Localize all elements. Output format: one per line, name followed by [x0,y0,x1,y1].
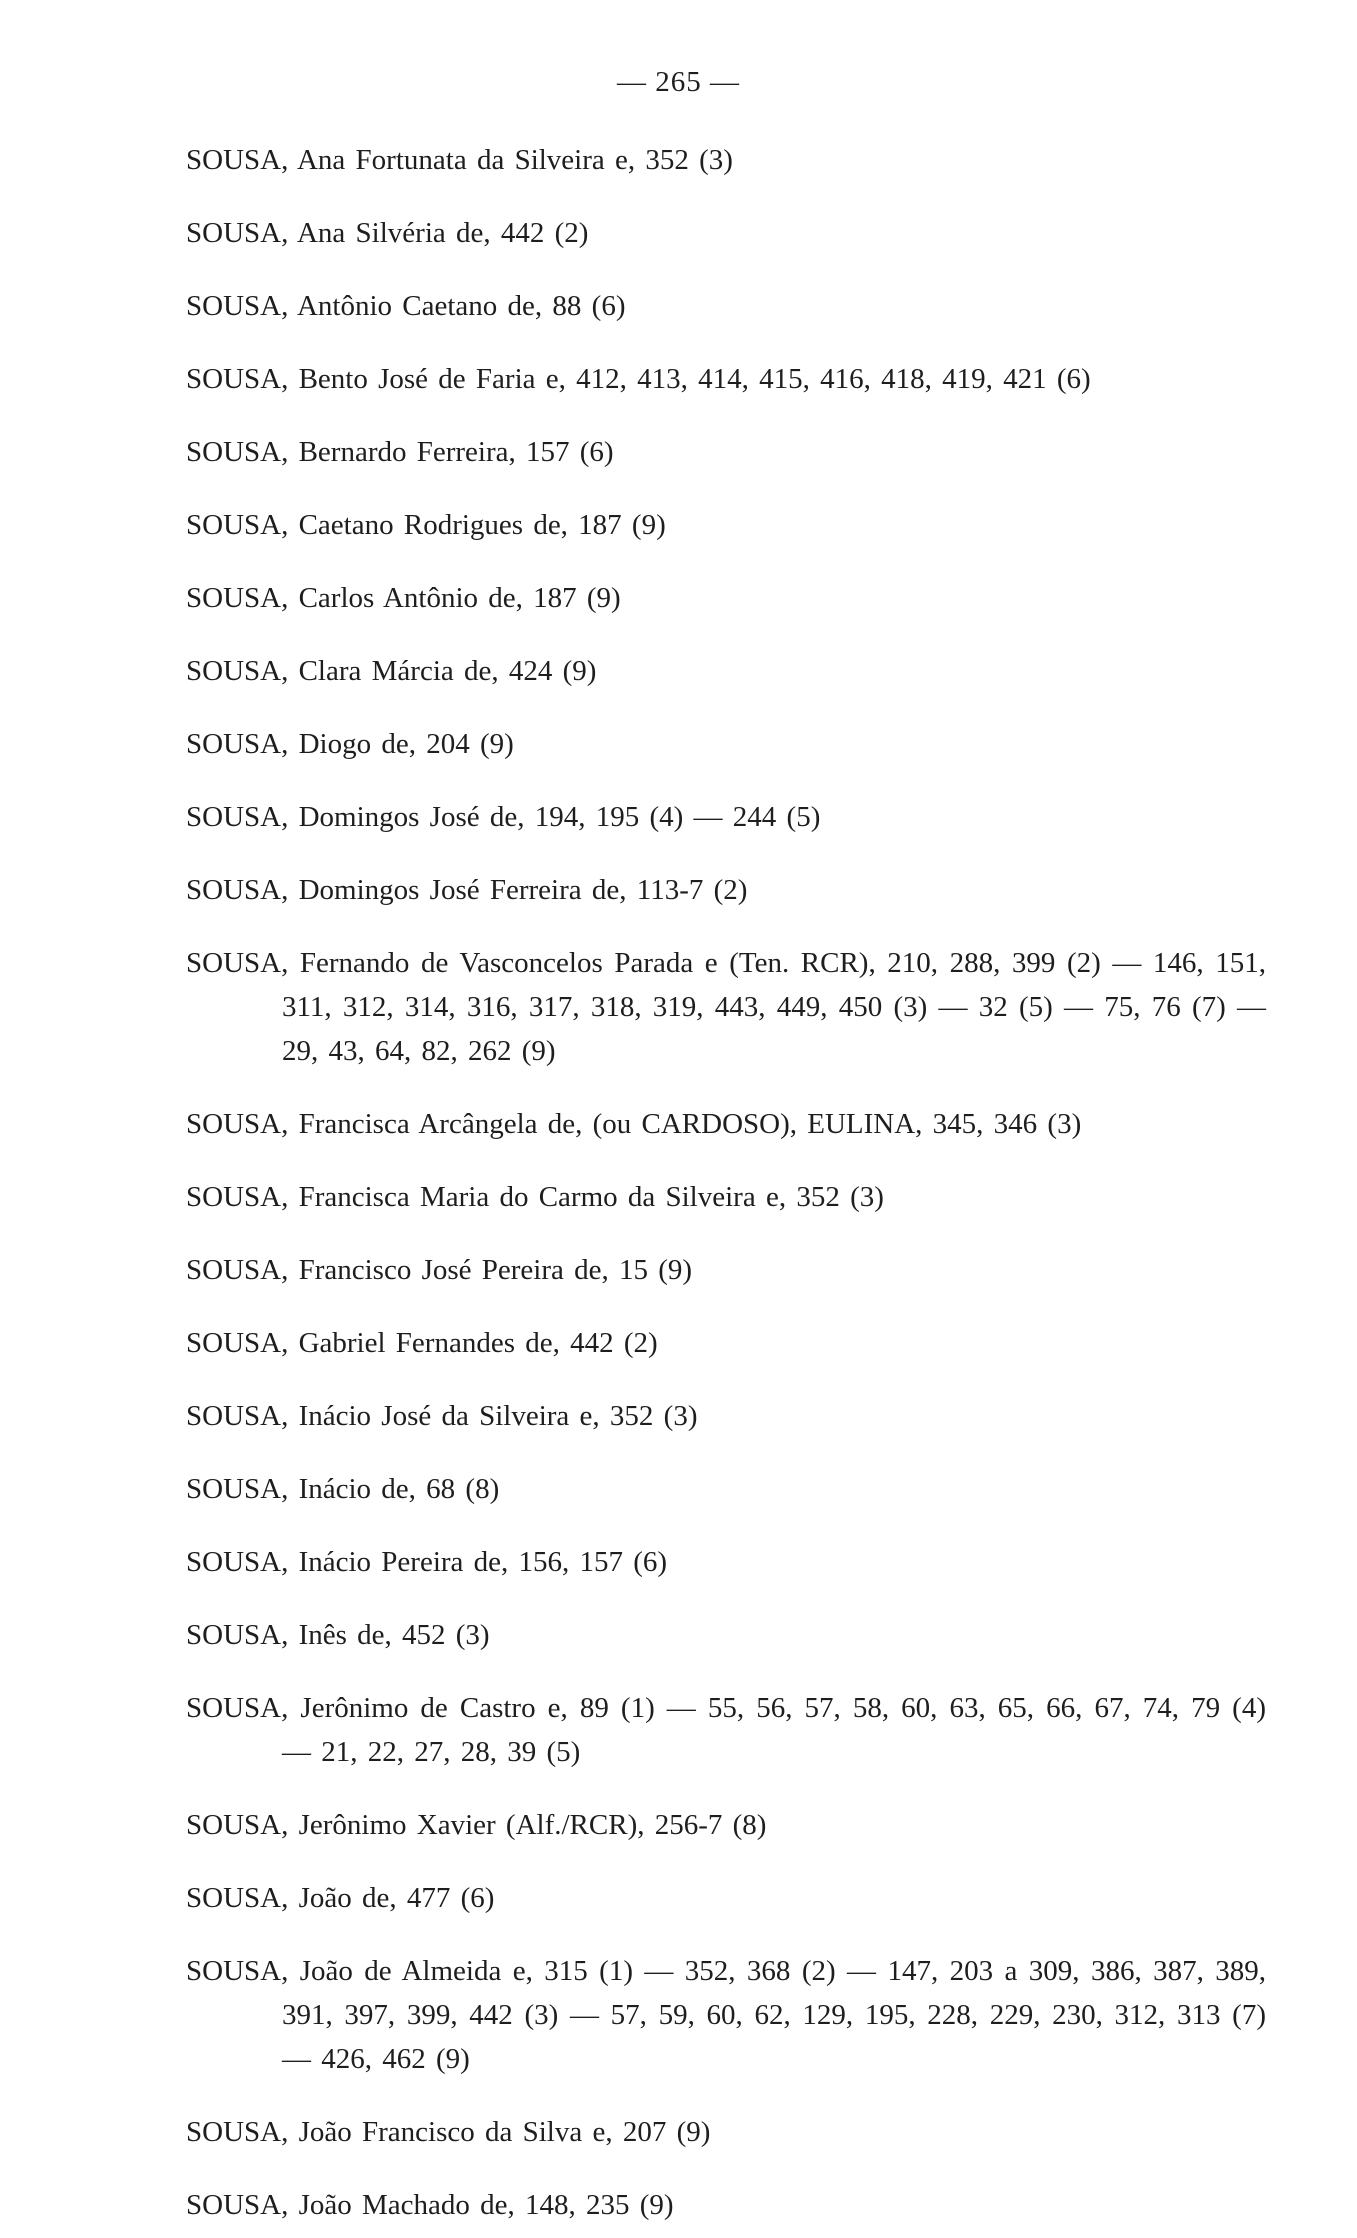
index-entry: SOUSA, Clara Márcia de, 424 (9) [186,655,597,687]
index-entry: SOUSA, Antônio Caetano de, 88 (6) [186,290,626,322]
index-list [186,138,1266,2238]
index-entry: SOUSA, Jerônimo Xavier (Alf./RCR), 256-7 (8) [186,1809,767,1841]
index-entry: SOUSA, Inácio Pereira de, 156, 157 (6) [186,1546,668,1578]
index-entry: SOUSA, Gabriel Fernandes de, 442 (2) [186,1327,658,1359]
index-entry: SOUSA, Bento José de Faria e, 412, 413, 414, 415, 416, 418, 419, 421 (6) [186,363,1091,395]
index-entry: SOUSA, Caetano Rodrigues de, 187 (9) [186,509,666,541]
index-entry: SOUSA, Jerônimo de Castro e, 89 (1) — 55, 56, 57, 58, 60, 63, 65, 66, 67, 74, 79 (4) — 21, 22, 27, 28, 39 (5) [186,1692,1266,1768]
index-entry: SOUSA, Inês de, 452 (3) [186,1619,490,1651]
index-entry: SOUSA, Ana Fortunata da Silveira e, 352 (3) [186,144,733,176]
index-entry: SOUSA, João de Almeida e, 315 (1) — 352, 368 (2) — 147, 203 a 309, 386, 387, 389, 391, 397, 399, 442 (3) — 57, 59, 60, 62, 129, 195, 228, 229, 230, 312, 313 (7) — 426, 462 (9) [186,1955,1266,2075]
index-entry: SOUSA, Francisco José Pereira de, 15 (9) [186,1254,693,1286]
index-entry: SOUSA, João Machado de, 148, 235 (9) [186,2189,674,2221]
index-entry: SOUSA, Inácio de, 68 (8) [186,1473,500,1505]
index-entry: SOUSA, Francisca Maria do Carmo da Silveira e, 352 (3) [186,1181,884,1213]
index-entry: SOUSA, João Francisco da Silva e, 207 (9) [186,2116,711,2148]
index-entry: SOUSA, Diogo de, 204 (9) [186,728,514,760]
page-number: — 265 — [617,66,740,98]
index-entry: SOUSA, Fernando de Vasconcelos Parada e (Ten. RCR), 210, 288, 399 (2) — 146, 151, 311, 312, 314, 316, 317, 318, 319, 443, 449, 450 (3) — 32 (5) — 75, 76 (7) — 29, 43, 64, 82, 262 (9) [186,947,1266,1067]
index-entry: SOUSA, Carlos Antônio de, 187 (9) [186,582,621,614]
index-entry: SOUSA, Bernardo Ferreira, 157 (6) [186,436,614,468]
index-entry: SOUSA, Ana Silvéria de, 442 (2) [186,217,589,249]
index-entry: SOUSA, João de, 477 (6) [186,1882,495,1914]
index-entry: SOUSA, Francisca Arcângela de, (ou CARDOSO), EULINA, 345, 346 (3) [186,1108,1082,1140]
index-entry: SOUSA, Domingos José Ferreira de, 113-7 (2) [186,874,748,906]
index-entry: SOUSA, Domingos José de, 194, 195 (4) — 244 (5) [186,801,821,833]
index-entry: SOUSA, Inácio José da Silveira e, 352 (3) [186,1400,698,1432]
